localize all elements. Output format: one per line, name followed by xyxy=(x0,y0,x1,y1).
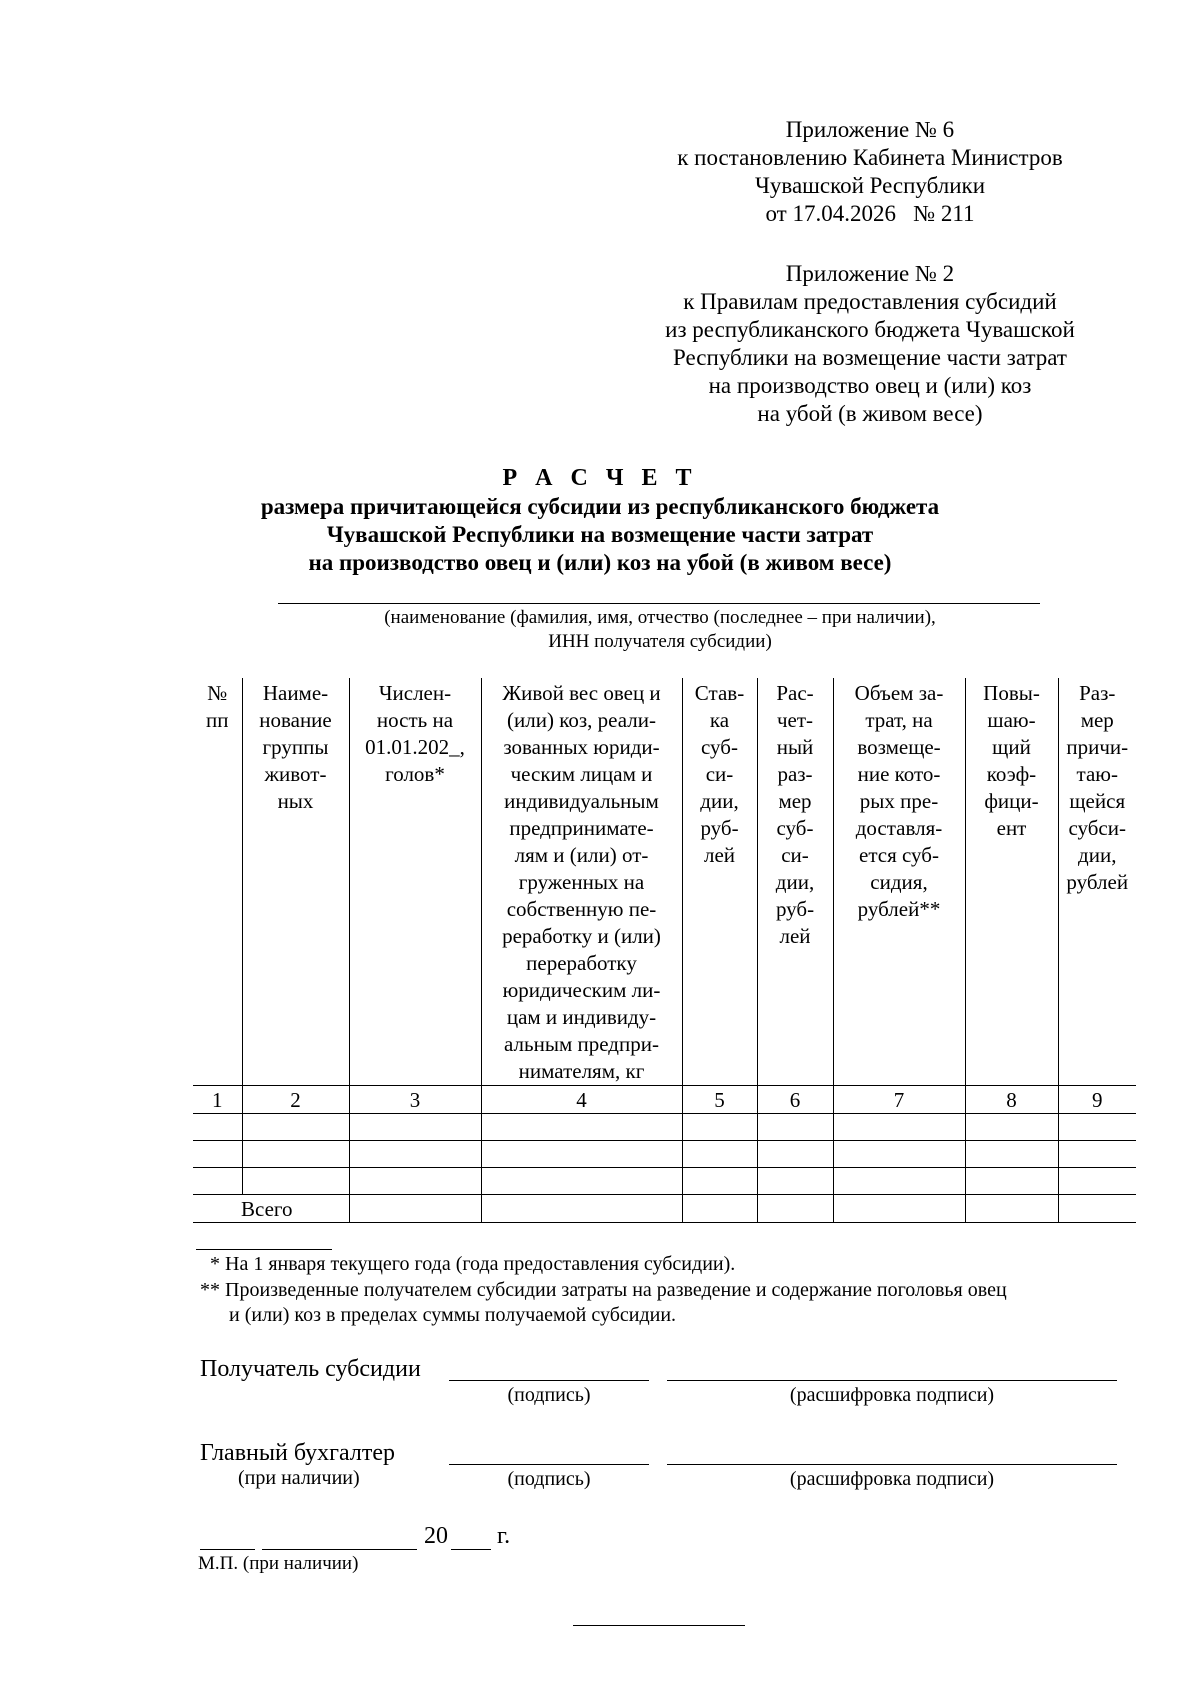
column-header: Повы- шаю- щий коэф- фици- ент xyxy=(965,678,1058,1086)
footnote-2-continued: и (или) коз в пределах суммы получаемой субсидии. xyxy=(229,1304,677,1326)
total-cell[interactable] xyxy=(757,1195,833,1223)
table-cell[interactable] xyxy=(193,1114,242,1141)
column-header: Объем за- трат, на возмеще- ние кото- рых пре- доставля- ется суб- сидия, рублей** xyxy=(833,678,965,1086)
table-header-row xyxy=(193,678,1136,1086)
column-header: Живой вес овец и (или) коз, реали- зованных юриди- ческим лицам и индивидуальным предпринимате- лям и (или) от- груженных на собственную пе- реработку и (или) переработку юридическим ли- цам и индивиду- альным предпри- нимателям, кг xyxy=(481,678,682,1086)
appendix-2-line: из республиканского бюджета Чувашской xyxy=(665,317,1075,342)
table-cell[interactable] xyxy=(757,1141,833,1168)
column-number: 2 xyxy=(242,1086,349,1114)
table-cell[interactable] xyxy=(349,1114,481,1141)
accountant-label: Главный бухгалтер xyxy=(200,1440,395,1466)
table-cell[interactable] xyxy=(1058,1141,1136,1168)
appendix-2-line: на производство овец и (или) коз xyxy=(708,373,1032,398)
column-header: Наиме- нование группы живот- ных xyxy=(242,678,349,1086)
title-heading: Р А С Ч Е Т xyxy=(502,465,698,491)
table-cell[interactable] xyxy=(349,1168,481,1195)
total-cell[interactable] xyxy=(833,1195,965,1223)
accountant-decode-field[interactable] xyxy=(667,1464,1117,1465)
appendix-6-line: к постановлению Кабинета Министров xyxy=(677,145,1063,170)
table-cell[interactable] xyxy=(242,1141,349,1168)
column-header: № пп xyxy=(193,678,242,1086)
footnote-separator xyxy=(196,1249,332,1250)
date-year-prefix: 20 xyxy=(424,1523,448,1549)
column-number: 8 xyxy=(965,1086,1058,1114)
table-cell[interactable] xyxy=(1058,1168,1136,1195)
recipient-caption-line: ИНН получателя субсидии) xyxy=(548,631,772,652)
table-row xyxy=(193,1168,1136,1195)
appendix-2-line: к Правилам предоставления субсидий xyxy=(683,289,1057,314)
appendix-2-block xyxy=(600,260,1140,428)
signature-caption: (подпись) xyxy=(507,1468,591,1490)
column-number: 7 xyxy=(833,1086,965,1114)
appendix-2-line: Приложение № 2 xyxy=(785,261,955,286)
column-header: Рас- чет- ный раз- мер суб- си- дии, руб- лей xyxy=(757,678,833,1086)
table-cell[interactable] xyxy=(481,1168,682,1195)
total-cell[interactable] xyxy=(1058,1195,1136,1223)
total-cell[interactable] xyxy=(965,1195,1058,1223)
table-row xyxy=(193,1114,1136,1141)
recipient-name-field[interactable] xyxy=(278,603,1040,604)
column-header: Раз- мер причи- таю- щейся субси- дии, рублей xyxy=(1058,678,1136,1086)
appendix-6-line: от 17.04.2026 № 211 xyxy=(765,201,975,226)
table-row xyxy=(193,1141,1136,1168)
table-cell[interactable] xyxy=(481,1114,682,1141)
recipient-decode-field[interactable] xyxy=(667,1380,1117,1381)
appendix-6-line: Приложение № 6 xyxy=(785,117,955,142)
recipient-signature-field[interactable] xyxy=(449,1380,649,1381)
date-day-field[interactable] xyxy=(200,1549,255,1550)
total-cell[interactable] xyxy=(349,1195,481,1223)
decode-caption: (расшифровка подписи) xyxy=(789,1384,995,1406)
date-month-field[interactable] xyxy=(262,1549,417,1550)
table-cell[interactable] xyxy=(193,1168,242,1195)
table-cell[interactable] xyxy=(757,1168,833,1195)
total-cell[interactable] xyxy=(682,1195,757,1223)
total-label: Всего xyxy=(193,1195,349,1223)
document-title xyxy=(150,463,1050,577)
decode-caption: (расшифровка подписи) xyxy=(789,1468,995,1490)
table-cell[interactable] xyxy=(242,1114,349,1141)
calculation-table xyxy=(193,678,1136,1223)
column-number: 5 xyxy=(682,1086,757,1114)
table-cell[interactable] xyxy=(682,1114,757,1141)
footnote-1: * На 1 января текущего года (года предоставления субсидии). xyxy=(210,1253,736,1275)
table-cell[interactable] xyxy=(965,1141,1058,1168)
column-number: 6 xyxy=(757,1086,833,1114)
accountant-signature-field[interactable] xyxy=(449,1464,649,1465)
total-cell[interactable] xyxy=(481,1195,682,1223)
table-cell[interactable] xyxy=(193,1141,242,1168)
stamp-label: М.П. (при наличии) xyxy=(198,1553,359,1574)
appendix-2-line: на убой (в живом весе) xyxy=(757,401,983,426)
recipient-caption xyxy=(280,606,1040,654)
table-cell[interactable] xyxy=(1058,1114,1136,1141)
appendix-6-block xyxy=(600,116,1140,228)
appendix-2-line: Республики на возмещение части затрат xyxy=(673,345,1067,370)
column-header: Став- ка суб- си- дии, руб- лей xyxy=(682,678,757,1086)
title-line: на производство овец и (или) коз на убой (в живом весе) xyxy=(308,550,892,575)
signature-caption: (подпись) xyxy=(507,1384,591,1406)
table-cell[interactable] xyxy=(242,1168,349,1195)
table-cell[interactable] xyxy=(682,1141,757,1168)
table-cell[interactable] xyxy=(833,1168,965,1195)
table-cell[interactable] xyxy=(682,1168,757,1195)
table-cell[interactable] xyxy=(481,1141,682,1168)
table-cell[interactable] xyxy=(349,1141,481,1168)
table-cell[interactable] xyxy=(965,1114,1058,1141)
column-number: 1 xyxy=(193,1086,242,1114)
footnote-2: ** Произведенные получателем субсидии затраты на разведение и содержание поголовья овец xyxy=(200,1279,1007,1301)
table-cell[interactable] xyxy=(833,1141,965,1168)
table-cell[interactable] xyxy=(833,1114,965,1141)
column-number: 4 xyxy=(481,1086,682,1114)
table-cell[interactable] xyxy=(757,1114,833,1141)
total-row xyxy=(193,1195,1136,1223)
recipient-caption-line: (наименование (фамилия, имя, отчество (последнее – при наличии), xyxy=(384,607,936,628)
title-line: Чувашской Республики на возмещение части затрат xyxy=(326,522,874,547)
title-line: размера причитающейся субсидии из республиканского бюджета xyxy=(260,494,940,519)
table-cell[interactable] xyxy=(965,1168,1058,1195)
column-number: 3 xyxy=(349,1086,481,1114)
recipient-label: Получатель субсидии xyxy=(200,1356,421,1382)
column-number-row xyxy=(193,1086,1136,1114)
date-year-field[interactable] xyxy=(451,1549,491,1550)
accountant-sub-label: (при наличии) xyxy=(238,1467,360,1489)
column-number: 9 xyxy=(1058,1086,1136,1114)
end-separator xyxy=(573,1625,745,1626)
appendix-6-line: Чувашской Республики xyxy=(754,173,986,198)
column-header: Числен- ность на 01.01.202_, голов* xyxy=(349,678,481,1086)
date-year-suffix: г. xyxy=(497,1523,511,1549)
